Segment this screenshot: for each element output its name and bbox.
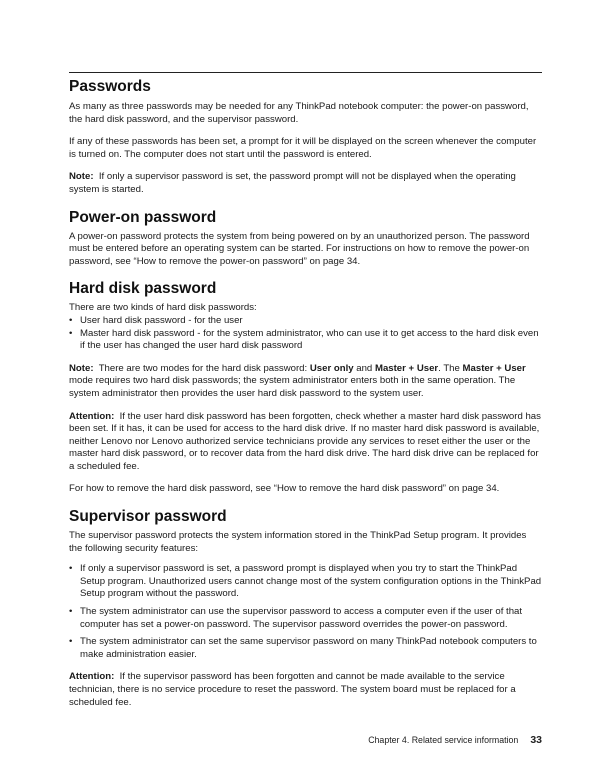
power-on-heading: Power-on password — [69, 208, 217, 226]
hard-disk-heading: Hard disk password — [69, 280, 217, 298]
power-on-paragraph: A power-on password protects the system from being powered on by an unauthorized person. The password must be entered before an operating system can be started. For instructions on how to remove the power-on password, see “How to remove the power-on password” on page 34. — [69, 230, 530, 267]
supervisor-heading: Supervisor password — [69, 508, 227, 526]
mode-master-user: Master + User — [462, 362, 526, 374]
note-text: There are two modes for the hard disk password: — [98, 362, 308, 374]
supervisor-intro: The supervisor password protects the system information stored in the ThinkPad Setup program. It provides the following security features: — [69, 530, 527, 554]
note-text: mode requires two hard disk passwords; the system administrator enters both in the same operation. The system administrator then provides the user hard disk password to the system user. — [69, 375, 516, 399]
supervisor-attention — [69, 671, 542, 709]
hard-disk-attention — [69, 411, 542, 474]
passwords-heading: Passwords — [69, 78, 151, 95]
hard-disk-note — [69, 363, 542, 401]
passwords-paragraph-1: As many as three passwords may be needed for any ThinkPad notebook computer: the power-on password, the hard disk password, and the supervisor password. — [69, 101, 529, 125]
list-item: • Master hard disk password - for the system administrator, who can use it to get access to the hard disk even if the user has changed the user hard disk password — [69, 328, 542, 353]
hard-disk-intro: There are two kinds of hard disk passwords: — [69, 302, 257, 314]
note-label: Note: — [69, 362, 94, 374]
hard-disk-removal: For how to remove the hard disk password, see “How to remove the hard disk password” on page 34. — [69, 483, 500, 495]
list-item: • The system administrator can use the supervisor password to access a computer even if the user of that computer has set a power-on password. The supervisor password overrides the power-on password. — [69, 606, 542, 631]
page-number: 33 — [530, 734, 542, 746]
footer-chapter: Chapter 4. Related service information — [368, 735, 519, 745]
attention-text: If the supervisor password has been forgotten and cannot be made available to the service technician, there is no service procedure to reset the password. The system board must be replaced for a scheduled fee. — [69, 671, 516, 708]
list-item: • The system administrator can set the same supervisor password on many ThinkPad notebook computers to make administration easier. — [69, 636, 542, 661]
supervisor-list — [69, 563, 542, 661]
note-text: . The — [438, 362, 460, 374]
list-item: • If only a supervisor password is set, a password prompt is displayed when you try to start the ThinkPad Setup program. Unauthorized users cannot change most of the system configuration options in the ThinkPad Setup program without the password. — [69, 563, 542, 601]
note-text: If only a supervisor password is set, the password prompt will not be displayed when the operating system is started. — [69, 171, 516, 195]
hard-disk-list — [69, 315, 542, 353]
mode-master-user: Master + User — [374, 362, 439, 374]
attention-label: Attention: — [69, 410, 115, 422]
list-item: • User hard disk password - for the user — [69, 315, 542, 328]
note-text: and — [356, 362, 373, 374]
page-content — [69, 72, 542, 709]
passwords-paragraph-2: If any of these passwords has been set, a prompt for it will be displayed on the screen whenever the computer is turned on. The computer does not start until the password is entered. — [69, 136, 537, 160]
note-label: Note: — [69, 171, 94, 183]
page-footer — [368, 734, 542, 746]
top-rule — [69, 72, 542, 73]
attention-text: If the user hard disk password has been forgotten, check whether a master hard disk password has been set. If it has, it can be used for access to the hard disk drive. If no master hard disk password is available, neither Lenovo nor Lenovo authorized service technicians provide any services to reset either the user or the master hard disk password, or to recover data from the hard disk drive. The hard disk drive can be replaced for a scheduled fee. — [69, 410, 541, 472]
passwords-note — [69, 171, 542, 196]
mode-user-only: User only — [309, 362, 354, 374]
attention-label: Attention: — [69, 671, 115, 683]
